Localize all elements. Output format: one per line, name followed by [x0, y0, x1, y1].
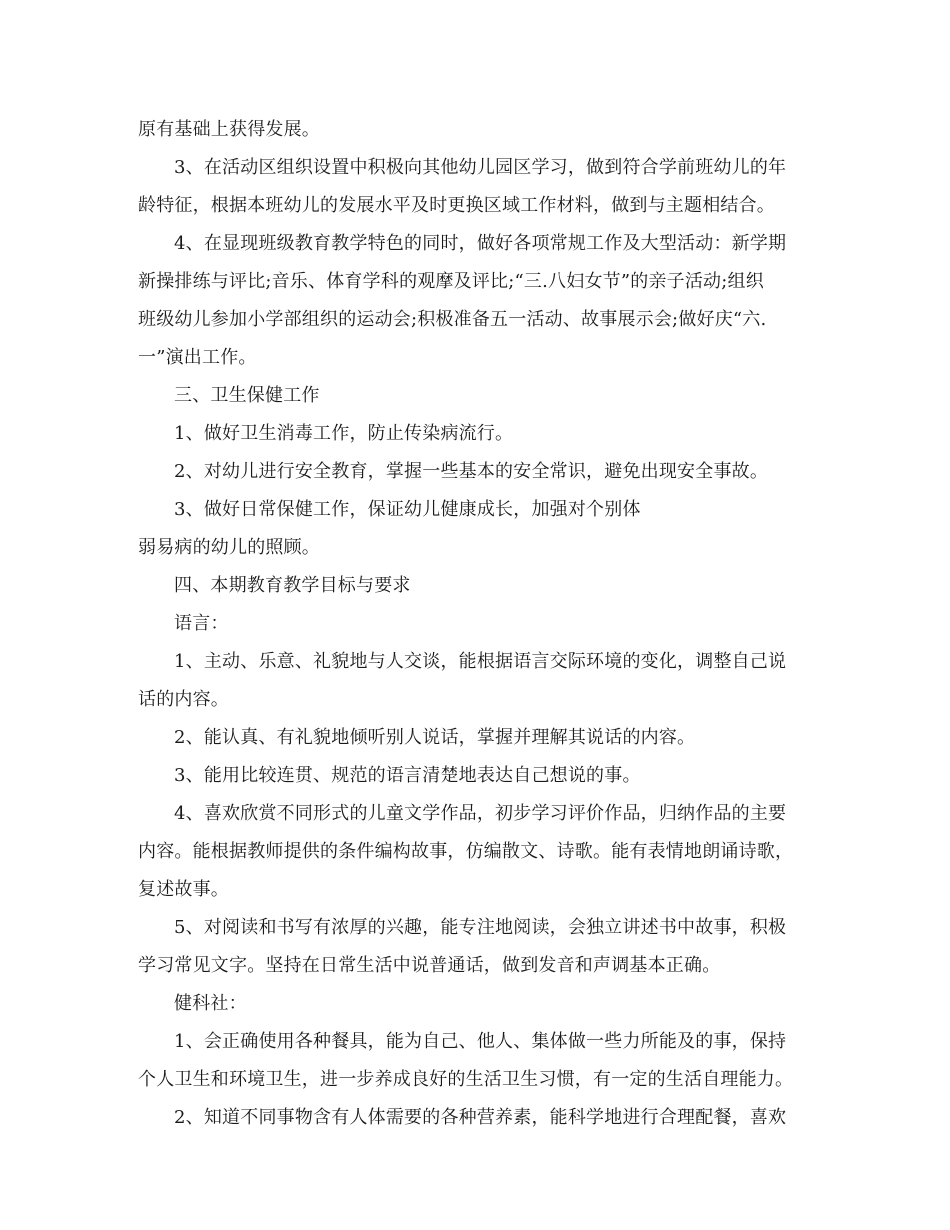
text-line: 3、在活动区组织设置中积极向其他幼儿园区学习，做到符合学前班幼儿的年: [174, 157, 787, 178]
text-line: 班级幼儿参加小学部组织的运动会;积极准备五一活动、故事展示会;做好庆“六.: [138, 309, 767, 330]
text-line: 2、知道不同事物含有人体需要的各种营养素，能科学地进行合理配餐，喜欢: [174, 1107, 787, 1128]
text-line: 3、能用比较连贯、规范的语言清楚地表达自己想说的事。: [174, 765, 641, 786]
text-line: 4、喜欢欣赏不同形式的儿童文学作品，初步学习评价作品，归纳作品的主要: [174, 803, 787, 824]
text-line: 新操排练与评比;音乐、体育学科的观摩及评比;“三.八妇女节”的亲子活动;组织: [138, 271, 764, 292]
text-line: 原有基础上获得发展。: [138, 119, 320, 140]
text-line: 2、对幼儿进行安全教育，掌握一些基本的安全常识，避免出现安全事故。: [174, 461, 769, 482]
text-line: 一”演出工作。: [138, 347, 257, 368]
text-line: 话的内容。: [138, 689, 229, 710]
text-line: 1、主动、乐意、礼貌地与人交谈，能根据语言交际环境的变化，调整自己说: [174, 651, 787, 672]
section-heading: 四、本期教育教学目标与要求: [174, 575, 411, 596]
text-line: 个人卫生和环境卫生，进一步养成良好的生活卫生习惯，有一定的生活自理能力。: [138, 1069, 794, 1090]
section-heading: 三、卫生保健工作: [174, 385, 320, 406]
text-line: 4、在显现班级教育教学特色的同时，做好各项常规工作及大型活动：新学期: [174, 233, 787, 254]
text-line: 龄特征，根据本班幼儿的发展水平及时更换区域工作材料，做到与主题相结合。: [138, 195, 775, 216]
text-line: 3、做好日常保健工作，保证幼儿健康成长，加强对个别体: [174, 499, 641, 520]
subsection-heading: 语言：: [174, 613, 229, 634]
subsection-heading: 健科社：: [174, 993, 247, 1014]
text-line: 学习常见文字。坚持在日常生活中说普通话，做到发音和声调基本正确。: [138, 955, 721, 976]
text-line: 1、做好卫生消毒工作，防止传染病流行。: [174, 423, 514, 444]
text-line: 复述故事。: [138, 879, 229, 900]
text-line: 弱易病的幼儿的照顾。: [138, 537, 320, 558]
text-line: 2、能认真、有礼貌地倾听别人说话，掌握并理解其说话的内容。: [174, 727, 696, 748]
text-line: 内容。能根据教师提供的条件编构故事，仿编散文、诗歌。能有表情地朗诵诗歌，: [138, 841, 794, 862]
text-line: 5、对阅读和书写有浓厚的兴趣，能专注地阅读，会独立讲述书中故事，积极: [174, 917, 787, 938]
text-line: 1、会正确使用各种餐具，能为自己、他人、集体做一些力所能及的事，保持: [174, 1031, 787, 1052]
